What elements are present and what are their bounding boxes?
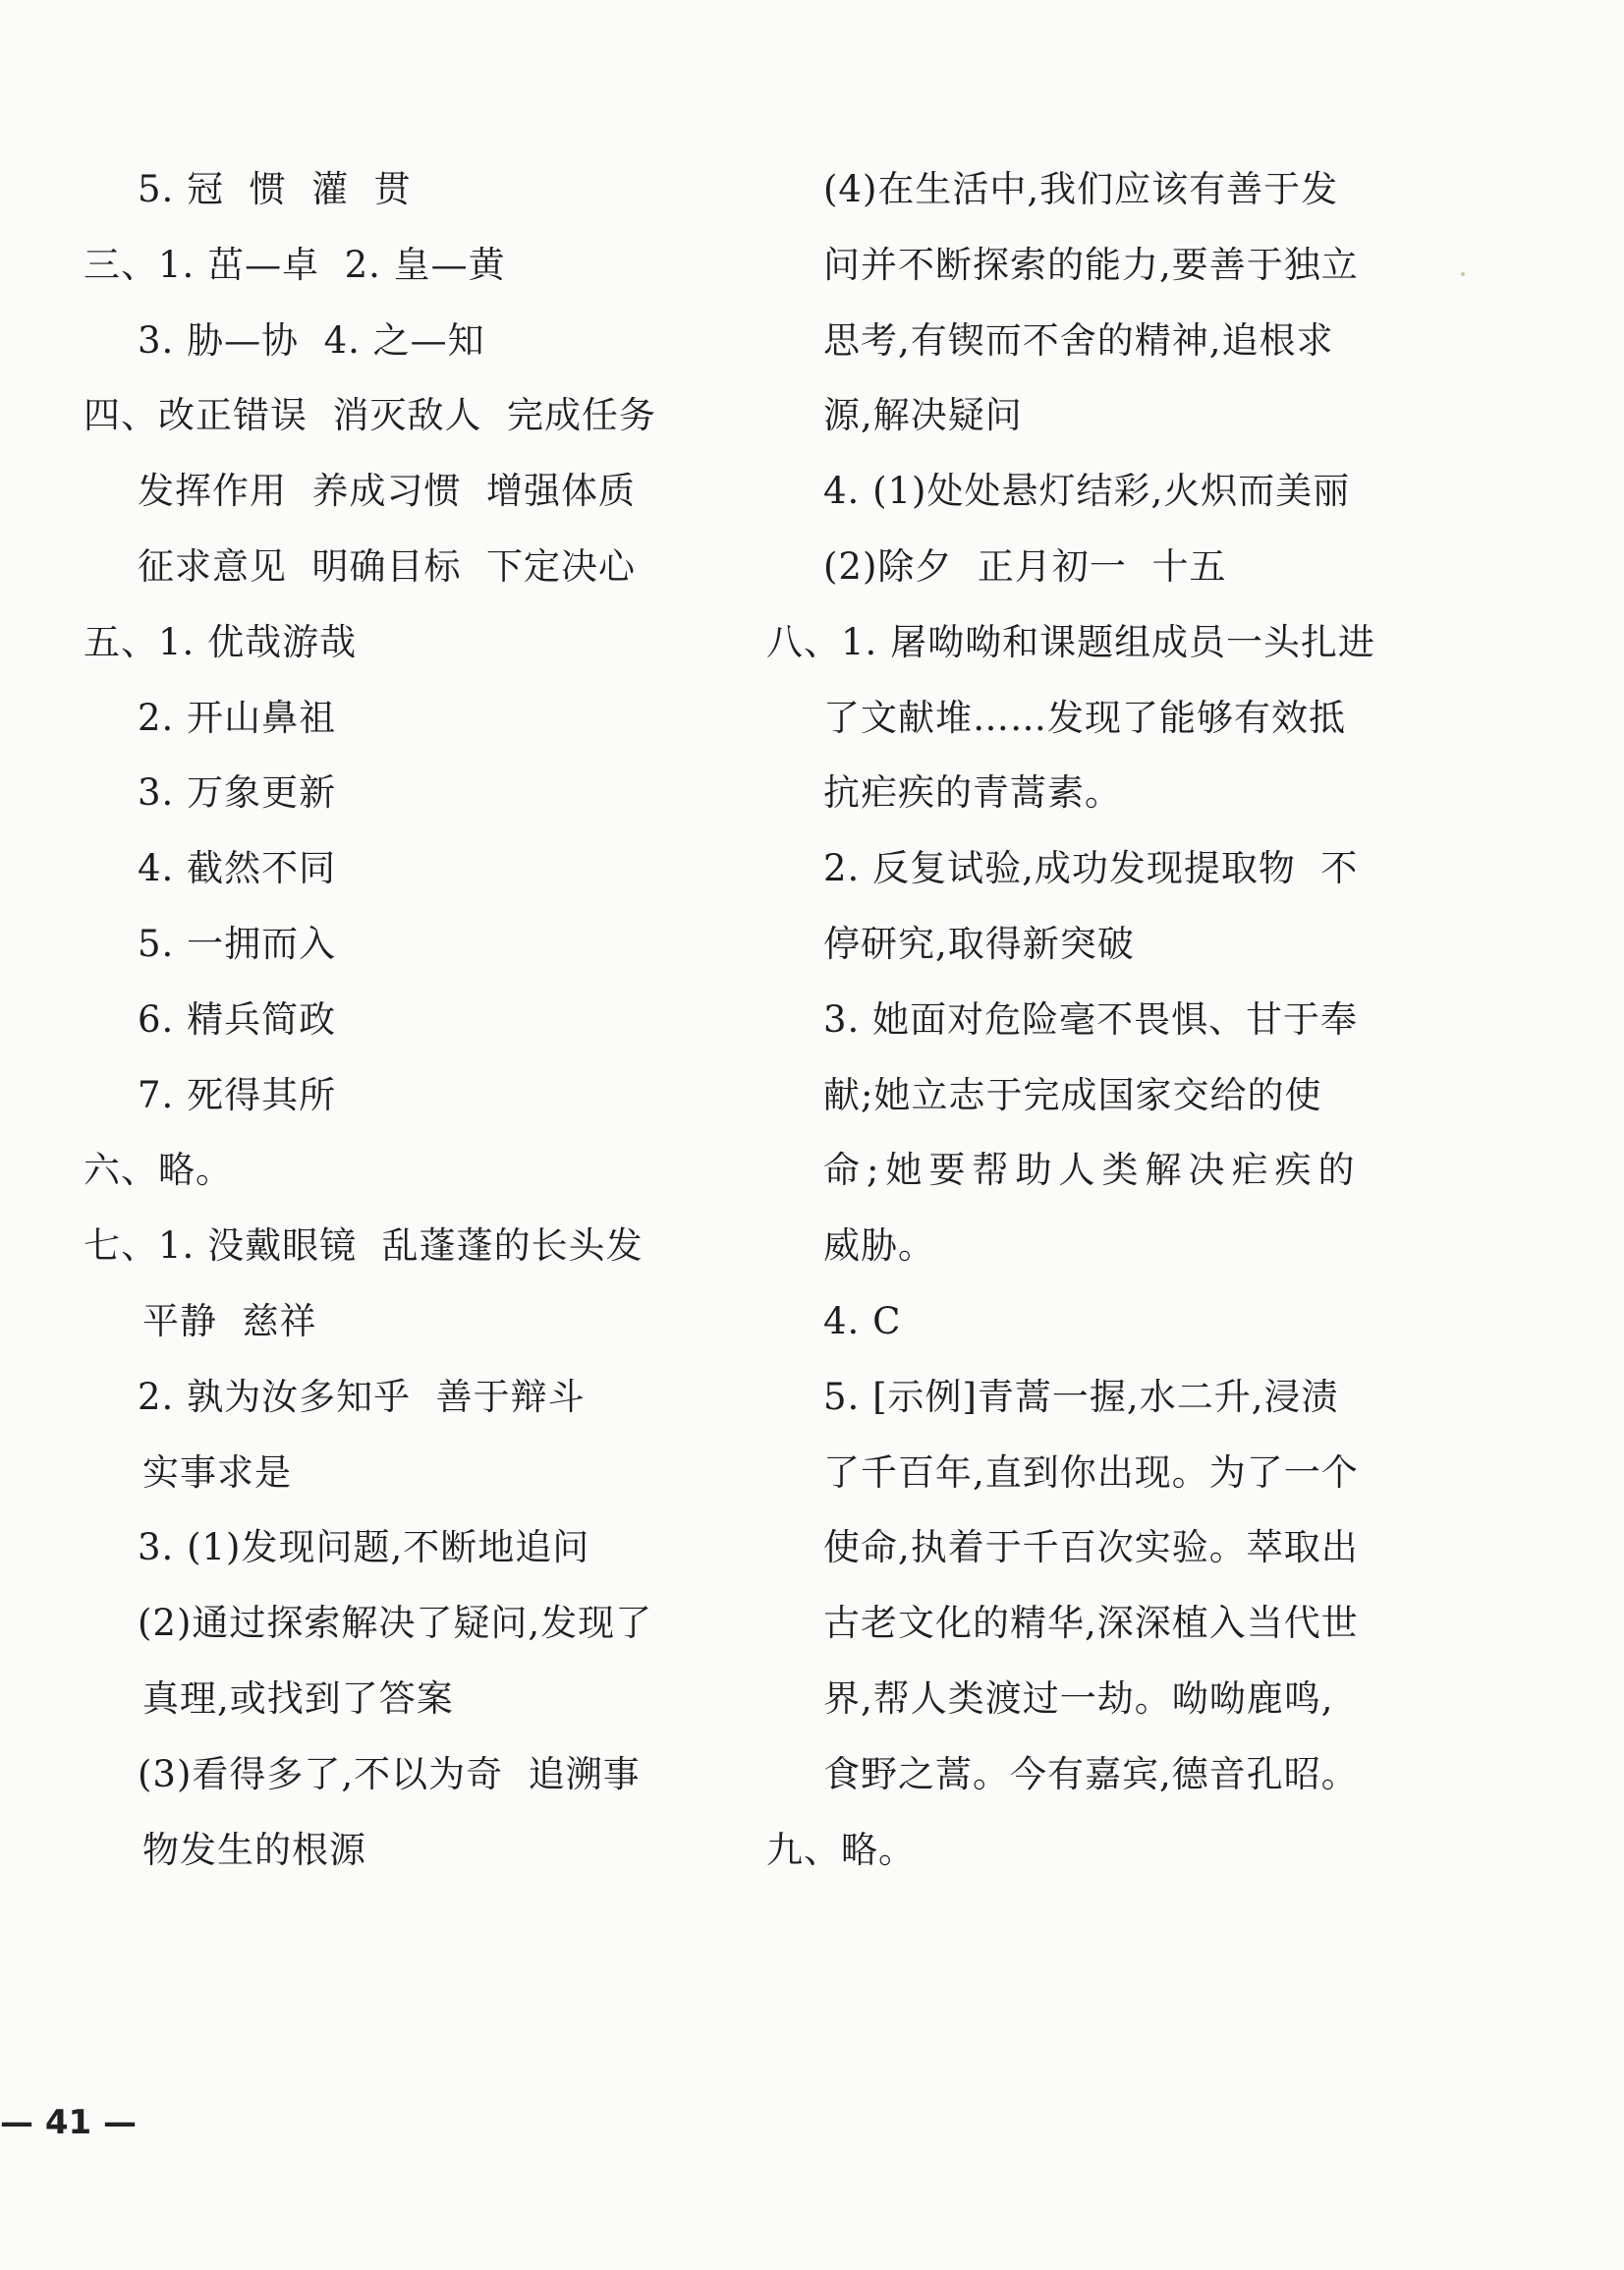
text-line: 7. 死得其所	[138, 1073, 337, 1116]
text-line: 使命,执着于千百次实验。萃取出	[823, 1526, 1359, 1569]
text-line: (4)在生活中,我们应该有善于发	[823, 168, 1339, 210]
text-line: 4. (1)处处悬灯结彩,火炽而美丽	[823, 470, 1351, 513]
text-line: 七、1. 没戴眼镜 乱蓬蓬的长头发	[84, 1224, 644, 1268]
left-column	[84, 152, 712, 1888]
text-line: 5. [示例]青蒿一握,水二升,浸渍	[823, 1375, 1339, 1418]
text-line: 界,帮人类渡过一劫。呦呦鹿鸣,	[823, 1676, 1334, 1720]
text-line: (2)通过探索解决了疑问,发现了	[138, 1602, 653, 1645]
text-line: 古老文化的精华,深深植入当代世	[823, 1602, 1359, 1645]
text-line: 5. 冠 惯 灌 贯	[138, 168, 412, 210]
text-line: 3. (1)发现问题,不断地追问	[138, 1526, 590, 1569]
text-line: 六、略。	[84, 1149, 233, 1192]
text-line: 3. 胁—协 4. 之—知	[138, 318, 485, 362]
text-line: 九、略。	[766, 1828, 916, 1871]
text-line: (2)除夕 正月初一 十五	[823, 544, 1227, 588]
paper-speck	[1461, 272, 1465, 276]
text-line: 实事求是	[142, 1450, 292, 1494]
text-line: 4. C	[823, 1299, 902, 1342]
text-line: 三、1. 茁—卓 2. 皇—黄	[84, 243, 506, 286]
text-line: 发挥作用 养成习惯 增强体质	[138, 470, 637, 513]
text-line: 五、1. 优哉游哉	[84, 620, 358, 663]
text-line: 了千百年,直到你出现。为了一个	[823, 1450, 1359, 1494]
text-line: 了文献堆……发现了能够有效抵	[823, 696, 1346, 739]
text-line: 平静 慈祥	[142, 1299, 317, 1342]
text-line: 命;她要帮助人类解决疟疾的	[823, 1149, 1362, 1192]
text-line: 四、改正错误 消灭敌人 完成任务	[84, 394, 657, 437]
text-line: 停研究,取得新突破	[823, 922, 1135, 965]
text-line: 6. 精兵简政	[138, 997, 337, 1041]
text-line: 征求意见 明确目标 下定决心	[138, 544, 637, 588]
text-line: 2. 反复试验,成功发现提取物 不	[823, 847, 1359, 890]
text-line: 思考,有锲而不舍的精神,追根求	[823, 318, 1334, 362]
text-line: 3. 她面对危险毫不畏惧、甘于奉	[823, 997, 1359, 1041]
text-line: 食野之蒿。今有嘉宾,德音孔昭。	[823, 1752, 1359, 1795]
page-number: — 41 —	[0, 2103, 137, 2142]
text-line: 2. 孰为汝多知乎 善于辩斗	[138, 1375, 586, 1418]
text-line: (3)看得多了,不以为奇 追溯事	[138, 1752, 641, 1795]
text-line: 源,解决疑问	[823, 394, 1023, 437]
text-line: 问并不断探索的能力,要善于独立	[823, 243, 1359, 286]
right-column	[766, 152, 1395, 1888]
text-line: 3. 万象更新	[138, 771, 337, 815]
text-line: 4. 截然不同	[138, 847, 337, 890]
text-line: 2. 开山鼻祖	[138, 696, 337, 739]
text-line: 5. 一拥而入	[138, 922, 337, 965]
text-line: 献;她立志于完成国家交给的使	[823, 1073, 1322, 1116]
text-line: 真理,或找到了答案	[142, 1676, 454, 1720]
text-line: 物发生的根源	[142, 1828, 366, 1871]
text-line: 抗疟疾的青蒿素。	[823, 771, 1122, 815]
text-line: 八、1. 屠呦呦和课题组成员一头扎进	[766, 620, 1376, 663]
text-line: 威胁。	[823, 1224, 935, 1268]
